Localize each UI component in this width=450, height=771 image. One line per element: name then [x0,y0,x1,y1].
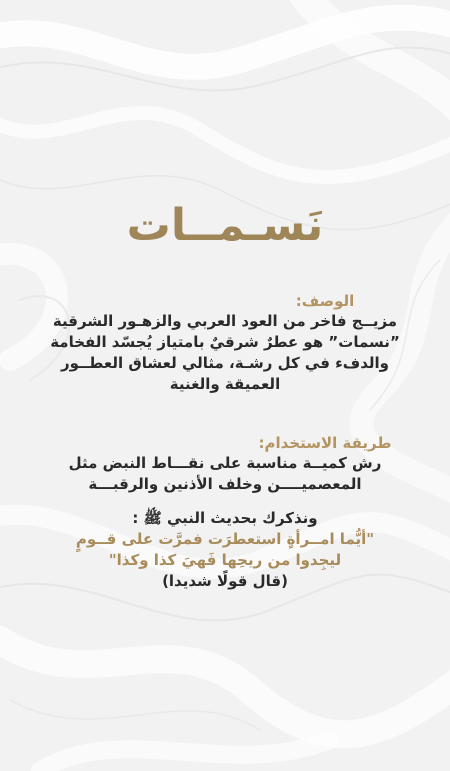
description-line: ”نسمات” هو عطرٌ شرقيٌ بامتياز يُجسّد الفخامة [50,333,400,351]
product-title: نَسـمــات [126,200,324,251]
usage-heading: طريقة الاستخدام: [258,434,392,452]
hadith-section [0,508,450,592]
hadith-intro: ونذكرك بحديث النبي ﷺ : [132,509,318,527]
usage-section [0,433,450,495]
description-heading: الوصف: [295,292,355,310]
description-line: مزيــج فاخر من العود العربي والزهـور الشرقية [52,312,398,330]
description-line: والدفء في كل رشـة، مثالي لعشاق العطــور [60,354,389,372]
usage-line: رش كميــة مناسبة على نقـــاط النبض مثل [68,454,382,472]
usage-line: المعصميــــن وخلف الأذنين والرقبـــة [88,475,362,493]
description-line: العميقة والغنية [169,375,281,393]
description-section [0,291,450,395]
hadith-note: (قال قولًا شديدا) [162,572,288,590]
hadith-quote-line: ليجِدوا من ريحِها فَهيَ كذا وكذا" [108,551,342,569]
hadith-quote-line: "أيُّما امــرأةٍ استعطرَت فمرَّت على قــومٍ [75,530,375,548]
